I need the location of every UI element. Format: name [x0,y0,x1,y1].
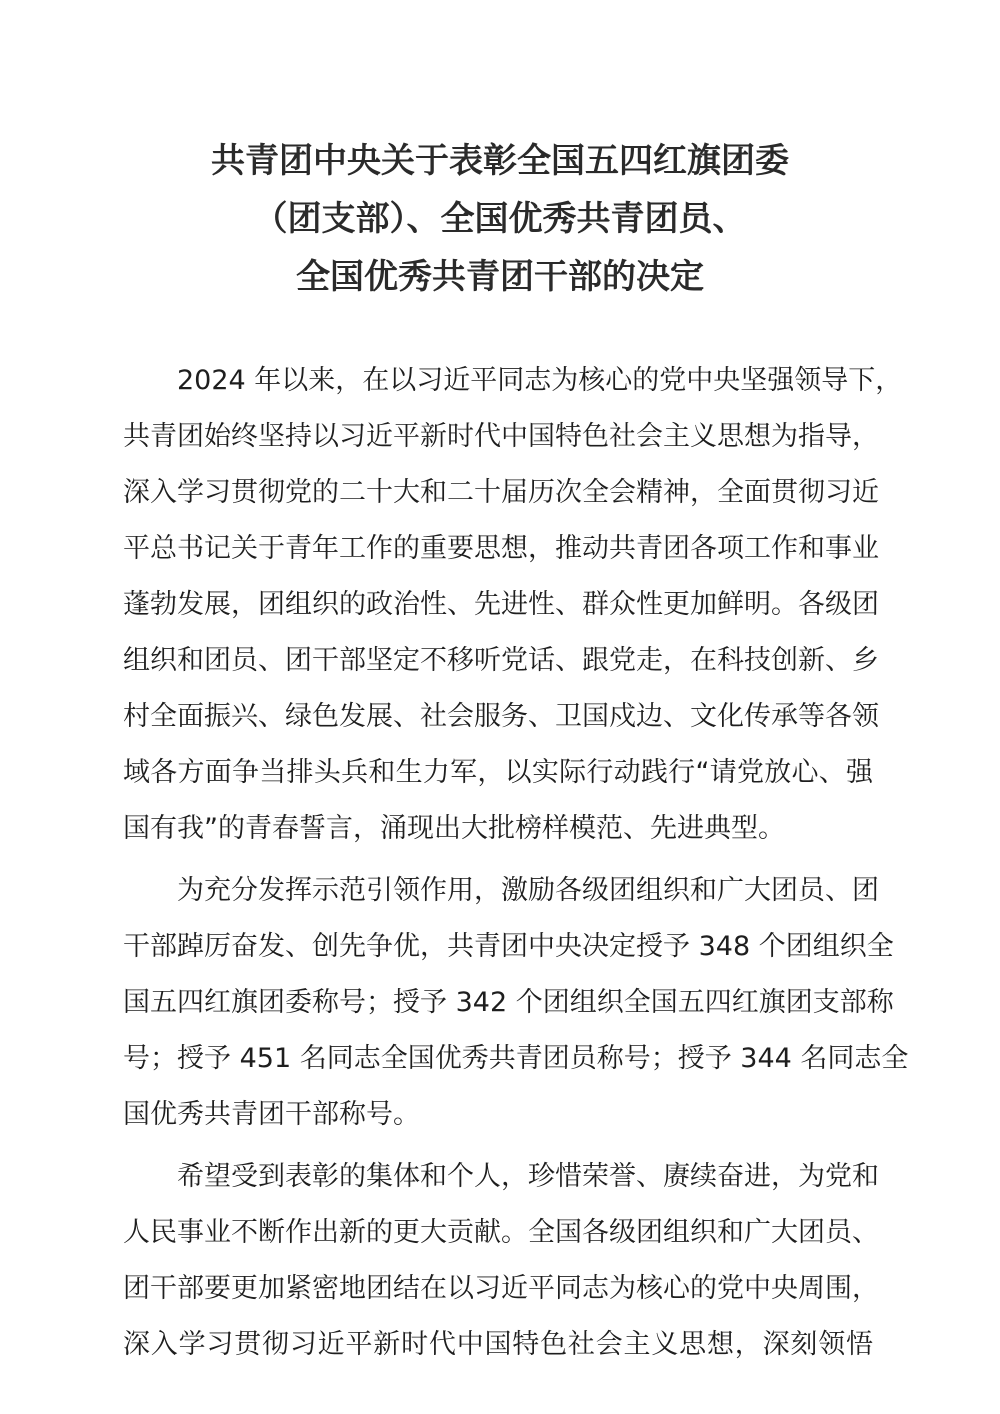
paragraph-line: 2024 年以来，在以习近平同志为核心的党中央坚强领导下， [177,365,903,396]
title-line-3: 全国优秀共青团干部的决定 [296,257,704,297]
paragraph-line: 国有我”的青春誓言，涌现出大批榜样模范、先进典型。 [123,813,785,844]
paragraph-line: 国五四红旗团委称号；授予 342 个团组织全国五四红旗团支部称 [123,987,894,1018]
paragraph-line: 深入学习贯彻习近平新时代中国特色社会主义思想，深刻领悟 [123,1329,873,1360]
paragraph-3 [123,1149,879,1373]
paragraph-line: 深入学习贯彻党的二十大和二十届历次全会精神，全面贯彻习近 [123,477,879,508]
paragraph-line: 号；授予 451 名同志全国优秀共青团员称号；授予 344 名同志全 [123,1043,909,1074]
paragraph-line: 域各方面争当排头兵和生力军，以实际行动践行“请党放心、强 [123,757,873,788]
paragraph-line: 国优秀共青团干部称号。 [123,1099,420,1130]
paragraph-line: 蓬勃发展，团组织的政治性、先进性、群众性更加鲜明。各级团 [123,589,879,620]
paragraph-1 [123,353,903,857]
paragraph-line: 为充分发挥示范引领作用，激励各级团组织和广大团员、团 [177,875,879,906]
paragraph-2 [123,863,909,1143]
title-line-2: （团支部）、全国优秀共青团员、 [253,199,747,239]
paragraph-line: 团干部要更加紧密地团结在以习近平同志为核心的党中央周围， [123,1273,879,1304]
paragraph-line: 共青团始终坚持以习近平新时代中国特色社会主义思想为指导， [123,421,879,452]
paragraph-line: 希望受到表彰的集体和个人，珍惜荣誉、赓续奋进，为党和 [177,1161,879,1192]
document-body [123,353,909,1373]
document-title [120,132,880,306]
title-line-1: 共青团中央关于表彰全国五四红旗团委 [211,141,789,181]
paragraph-line: 村全面振兴、绿色发展、社会服务、卫国戍边、文化传承等各领 [123,701,879,732]
paragraph-line: 平总书记关于青年工作的重要思想，推动共青团各项工作和事业 [123,533,879,564]
paragraph-line: 组织和团员、团干部坚定不移听党话、跟党走，在科技创新、乡 [123,645,879,676]
paragraph-line: 人民事业不断作出新的更大贡献。全国各级团组织和广大团员、 [123,1217,879,1248]
paragraph-line: 干部踔厉奋发、创先争优，共青团中央决定授予 348 个团组织全 [123,931,894,962]
